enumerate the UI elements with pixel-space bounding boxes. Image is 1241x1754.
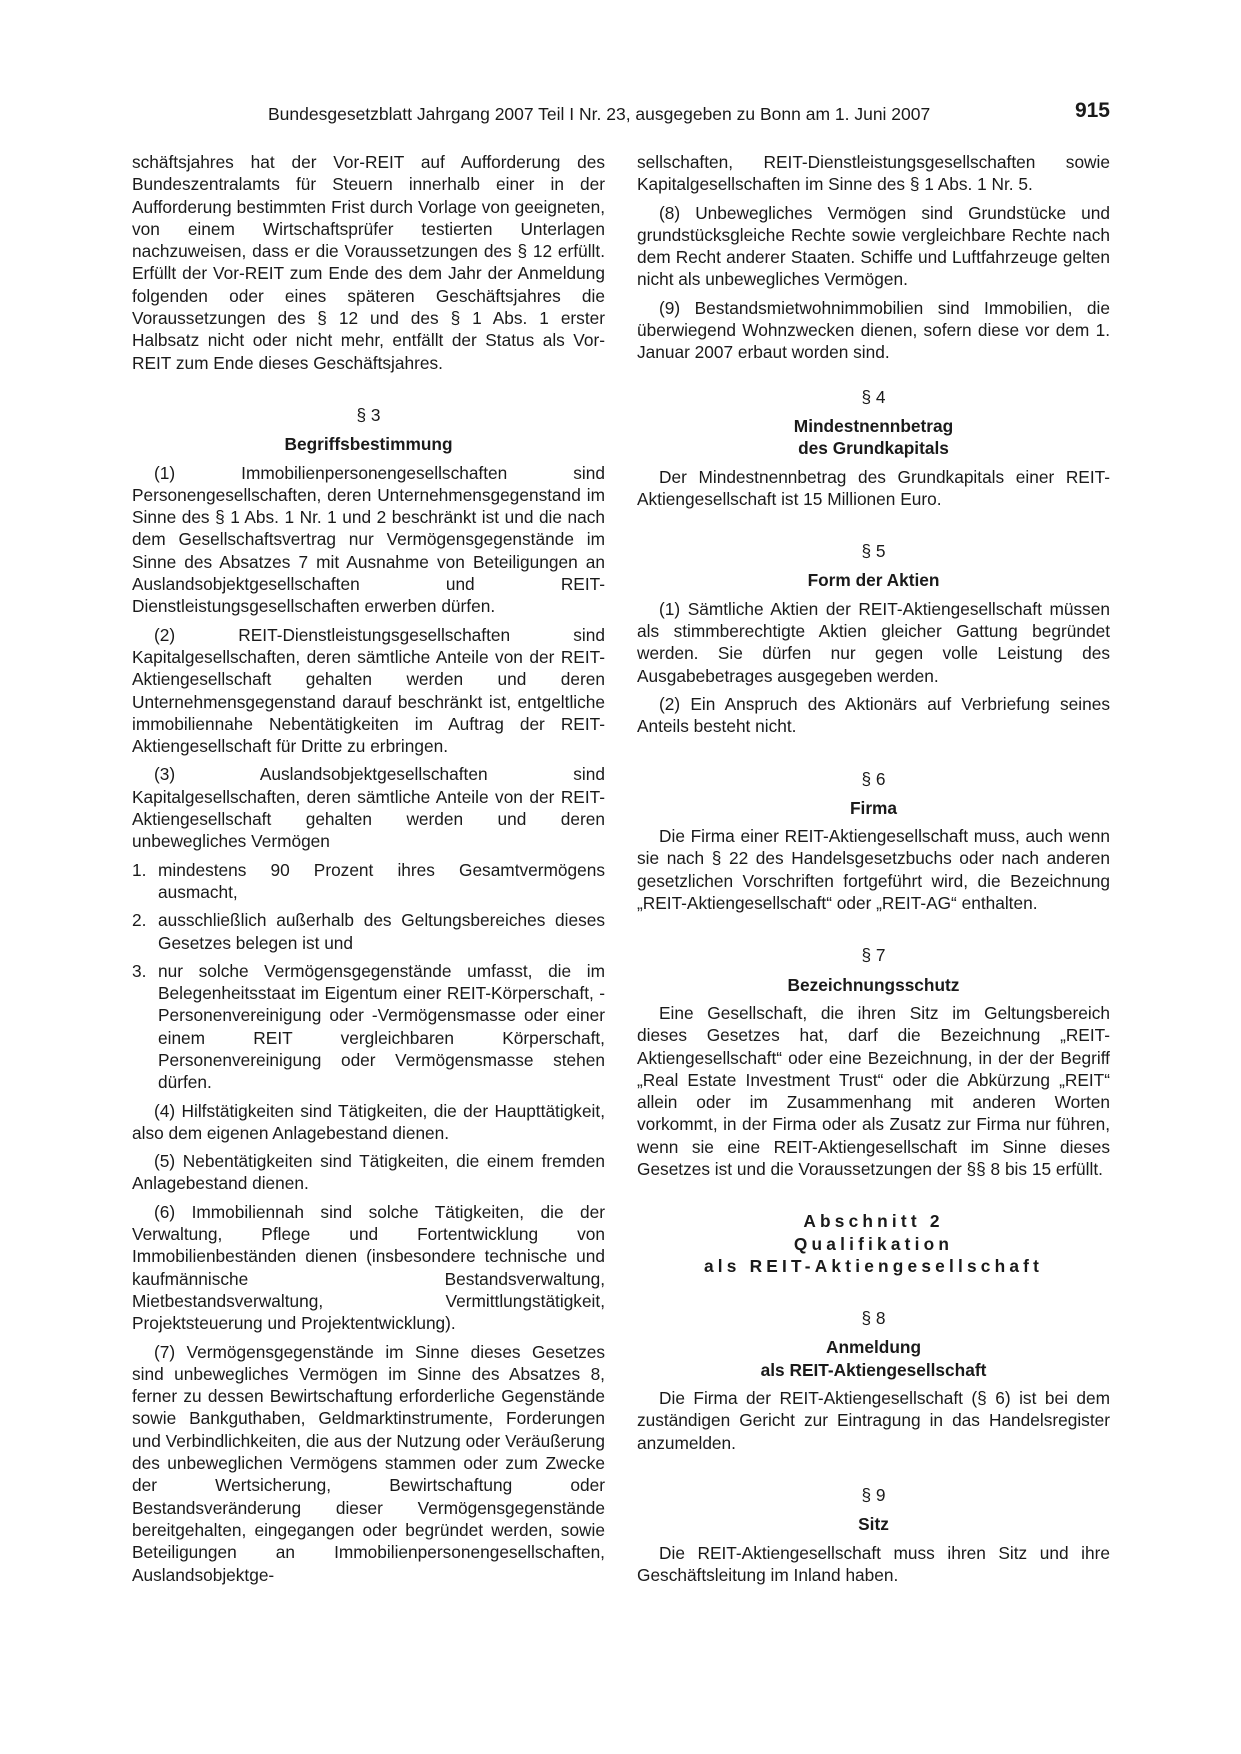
section-title: Begriffsbestimmung bbox=[284, 434, 453, 455]
part-title: als REIT-Aktiengesellschaft bbox=[703, 1255, 1044, 1276]
page-number: 915 bbox=[1074, 99, 1110, 122]
paragraph: Die Firma der REIT-Aktiengesellschaft (§ 6) ist bei dem zuständigen Gericht zur Eintragung in das Handelsregister anzumelden. bbox=[637, 1388, 1110, 1453]
paragraph: (9) Bestandsmietwohnimmobilien sind Immobilien, die überwiegend Wohnzwecken dienen, sofern diese vor dem 1. Januar 2007 erbaut worden sind. bbox=[637, 297, 1110, 363]
section-number: § 4 bbox=[861, 386, 886, 407]
paragraph: Die Firma einer REIT-Aktiengesellschaft muss, auch wenn sie nach § 22 des Handelsgesetzbuchs oder nach anderen gesetzlichen Vorschriften fortgeführt wird, die Bezeichnung „REIT-Aktiengesellschaft“ oder „REIT-AG“ enthalten. bbox=[637, 826, 1110, 914]
list-item bbox=[132, 960, 605, 1094]
paragraph: (3) Auslandsobjektgesellschaften sind Kapitalgesellschaften, deren sämtliche Anteile von der REIT-Aktiengesellschaft gehalten werden und deren unbewegliches Vermögen bbox=[132, 764, 605, 852]
section-title: Mindestnennbetrag bbox=[793, 415, 954, 436]
section-number: § 9 bbox=[861, 1484, 886, 1505]
section-title: des Grundkapitals bbox=[798, 438, 949, 459]
part-label: Abschnitt 2 bbox=[803, 1211, 944, 1232]
paragraph: (1) Sämtliche Aktien der REIT-Aktiengesellschaft müssen als stimmberechtigte Aktien gleicher Gattung begründet werden. Sie dürfen nur gegen volle Leistung des Ausgabebetrages ausgegeben werden. bbox=[637, 598, 1110, 686]
paragraph: Die REIT-Aktiengesellschaft muss ihren Sitz und ihre Geschäftsleitung im Inland haben. bbox=[637, 1542, 1110, 1585]
continuation-paragraph: sellschaften, REIT-Dienstleistungsgesellschaften sowie Kapitalgesellschaften im Sinne des § 1 Abs. 1 Nr. 5. bbox=[637, 152, 1110, 195]
running-title: Bundesgesetzblatt Jahrgang 2007 Teil I Nr. 23, ausgegeben zu Bonn am 1. Juni 2007 bbox=[268, 104, 931, 124]
part-title: Qualifikation bbox=[793, 1233, 954, 1254]
section-number: § 5 bbox=[861, 541, 886, 562]
continuation-paragraph: schäftsjahres hat der Vor-REIT auf Aufforderung des Bundeszentralamts für Steuern innerhalb einer in der Aufforderung bestimmten Frist durch Vorlage von geeigneten, von einem Wirtschaftsprüfer testierten Unterlagen nachzuweisen, dass er die Voraussetzungen des § 12 erfüllt. Erfüllt der Vor-REIT zum Ende des dem Jahr der Anmeldung folgenden oder eines späteren Geschäftsjahres die Voraussetzungen des § 12 und des § 1 Abs. 1 erster Halbsatz nicht oder nicht mehr, entfällt der Status als Vor-REIT zum Ende dieses Geschäftsjahres. bbox=[132, 152, 605, 373]
page-header bbox=[132, 100, 1110, 128]
section-title: als REIT-Aktiengesellschaft bbox=[760, 1359, 987, 1380]
paragraph: (4) Hilfstätigkeiten sind Tätigkeiten, die der Haupttätigkeit, also dem eigenen Anlagebestand dienen. bbox=[132, 1100, 605, 1143]
section-title: Sitz bbox=[858, 1514, 889, 1535]
section-number: § 7 bbox=[861, 945, 886, 966]
list-number: 3. bbox=[132, 960, 147, 981]
list-item bbox=[132, 909, 605, 954]
list-item bbox=[132, 859, 605, 904]
paragraph: Der Mindestnennbetrag des Grundkapitals einer REIT-Aktiengesellschaft ist 15 Millionen Euro. bbox=[637, 466, 1110, 509]
numbered-list bbox=[132, 859, 605, 1094]
paragraph: Eine Gesellschaft, die ihren Sitz im Geltungsbereich dieses Gesetzes hat, darf die Bezeichnung „REIT-Aktiengesellschaft“ oder eine Bezeichnung, in der der Begriff „Real Estate Investment Trust“ oder die Abkürzung „REIT“ allein oder im Zusammenhang mit anderen Worten vorkommt, in der Firma oder als Zusatz zur Firma nur führen, wenn sie eine REIT-Aktiengesellschaft im Sinne dieses Gesetzes ist und die Voraussetzungen der §§ 8 bis 15 erfüllt. bbox=[637, 1002, 1110, 1179]
list-text: mindestens 90 Prozent ihres Gesamtvermögens ausmacht, bbox=[158, 859, 605, 902]
paragraph: (1) Immobilienpersonengesellschaften sind Personengesellschaften, deren Unternehmensgegenstand im Sinne des § 1 Abs. 1 Nr. 1 und 2 beschränkt ist und die nach dem Gesellschaftsvertrag nur Vermögensgegenstände im Sinne des Absatzes 7 mit Ausnahme von Beteiligungen an Auslandsobjektgesellschaften und REIT-Dienstleistungsgesellschaften erwerben dürfen. bbox=[132, 462, 605, 617]
paragraph: (2) Ein Anspruch des Aktionärs auf Verbriefung seines Anteils besteht nicht. bbox=[637, 693, 1110, 737]
right-column bbox=[637, 151, 1110, 1592]
paragraph: (7) Vermögensgegenstände im Sinne dieses Gesetzes sind unbewegliches Vermögen im Sinne des Absatzes 8, ferner zu dessen Bewirtschaftung erforderliche Gegenstände sowie Bankguthaben, Geldmarktinstrumente, Forderungen und Verbindlichkeiten, die aus der Nutzung oder Veräußerung des unbeweglichen Vermögens stammen oder zum Zwecke der Wertsicherung, Bewirtschaftung oder Bestandsveränderung dieser Vermögensgegenstände bereitgehalten, eingegangen oder begründet werden, sowie Beteiligungen an Immobilienpersonengesellschaften, Auslandsobjektge- bbox=[132, 1341, 605, 1585]
section-title: Bezeichnungsschutz bbox=[787, 974, 960, 995]
list-text: nur solche Vermögensgegenstände umfasst, die im Belegenheitsstaat im Eigentum einer REIT-Körperschaft, -Personenvereinigung oder -Vermögensmasse oder einer einem REIT vergleichbaren Körperschaft, Personenvereinigung oder Vermögensmasse stehen dürfen. bbox=[158, 960, 605, 1093]
section-number: § 6 bbox=[861, 768, 886, 789]
section-title: Form der Aktien bbox=[807, 570, 940, 591]
list-number: 1. bbox=[132, 859, 147, 880]
paragraph: (6) Immobiliennah sind solche Tätigkeiten, die der Verwaltung, Pflege und Fortentwicklung von Immobilienbeständen dienen (insbesondere technische und kaufmännische Bestandsverwaltung, Mietbestandsverwaltung, Vermittlungstätigkeit, Projektsteuerung und Projektentwicklung). bbox=[132, 1201, 605, 1334]
paragraph: (2) REIT-Dienstleistungsgesellschaften sind Kapitalgesellschaften, deren sämtliche Anteile von der REIT-Aktiengesellschaft gehalten werden und deren Unternehmensgegenstand darauf beschränkt ist, entgeltliche immobiliennahe Nebentätigkeiten im Auftrag der REIT-Aktiengesellschaft für Dritte zu erbringen. bbox=[132, 624, 605, 757]
section-number: § 3 bbox=[356, 404, 381, 425]
section-number: § 8 bbox=[861, 1308, 886, 1329]
paragraph: (5) Nebentätigkeiten sind Tätigkeiten, die einem fremden Anlagebestand dienen. bbox=[132, 1151, 605, 1194]
section-title: Anmeldung bbox=[825, 1337, 922, 1358]
list-number: 2. bbox=[132, 910, 147, 931]
list-text: ausschließlich außerhalb des Geltungsbereiches dieses Gesetzes belegen ist und bbox=[158, 910, 605, 953]
section-title: Firma bbox=[849, 797, 898, 818]
paragraph: (8) Unbewegliches Vermögen sind Grundstücke und grundstücksgleiche Rechte sowie vergleichbare Rechte nach dem Recht anderer Staaten. Schiffe und Luftfahrzeuge gelten nicht als unbewegliches Vermögen. bbox=[637, 202, 1110, 290]
left-column bbox=[132, 151, 605, 1592]
